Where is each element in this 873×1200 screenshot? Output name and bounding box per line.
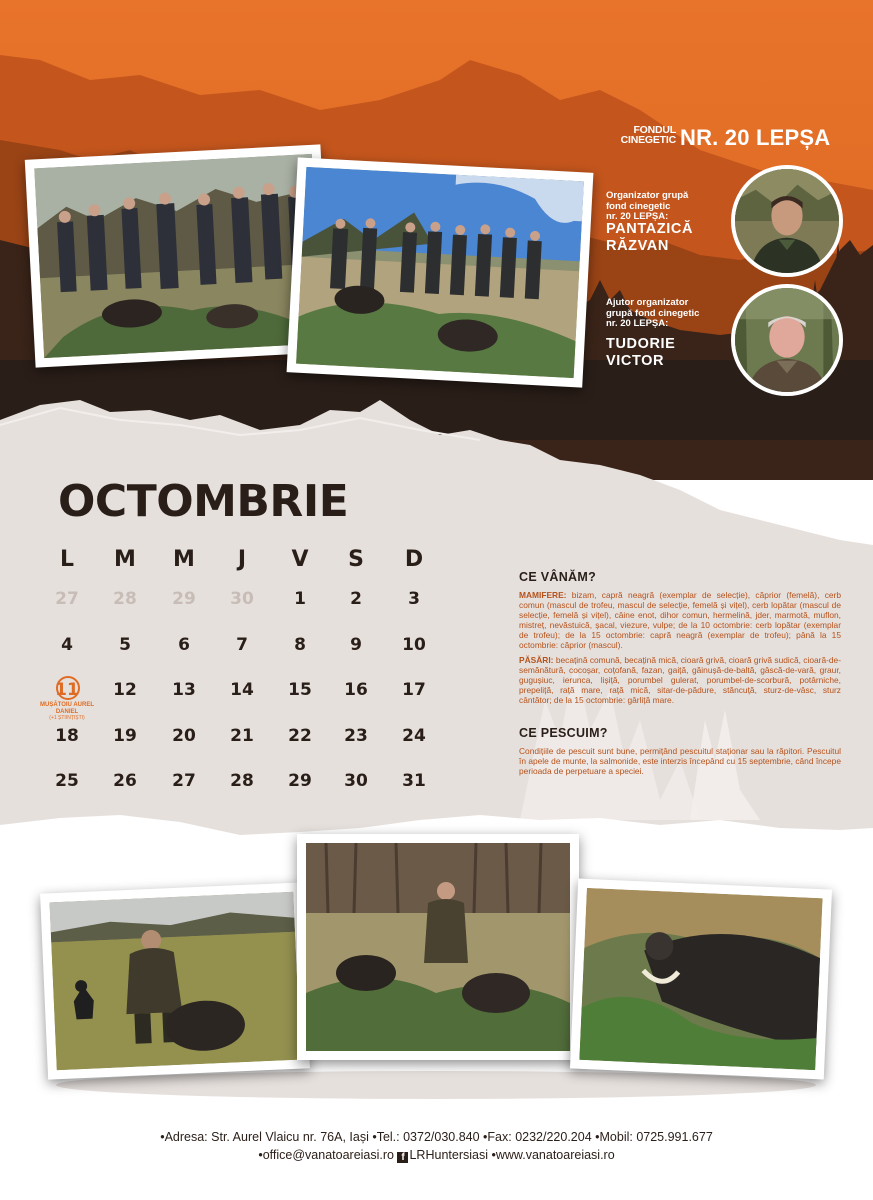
footer-contact-line: •Adresa: Str. Aurel Vlaicu nr. 76A, Iași •Tel.: 0372/030.840 •Fax: 0232/220.204 •Mobil: 0725.991.677 xyxy=(160,1130,713,1144)
calendar-day: 17 xyxy=(402,680,426,700)
calendar-day: 5 xyxy=(119,634,131,655)
fond-label: FONDUL CINEGETIC xyxy=(620,124,676,146)
calendar-week xyxy=(38,724,444,770)
calendar-day: 2 xyxy=(350,589,362,609)
mammals-text: bizam, capră neagră (exemplar de selecție), căprior (femelă), cerb comun (mascul de trofeu, mascul de selecție, femelă și vițel), cerb lopătar (mascul de selecție, femelă și vițel), câine enot, dihor comun, hermelină, jder, marmotă, muflon, mistreț, nevăstuică, șacal, viezure, vulpe; de la 10 octombrie: cerb lopătar (exemplar de trofeu); de la 15 octombrie: capră neagră (exemplar de trofeu); până la 15 octombrie: căprior (mascul). xyxy=(519,590,842,650)
calendar-day: 16 xyxy=(344,680,368,700)
calendar-day: 23 xyxy=(344,725,368,746)
weekday-label: S xyxy=(348,547,364,572)
weekday-label: D xyxy=(404,547,424,572)
hunt-title: CE VÂNĂM? xyxy=(519,570,597,584)
calendar-day: 29 xyxy=(288,771,312,791)
hunt-mammals-text xyxy=(519,590,841,650)
calendar-day: 4 xyxy=(61,634,73,655)
calendar-week xyxy=(38,769,444,815)
hunt-birds-text xyxy=(519,655,841,705)
calendar-day: 18 xyxy=(55,725,79,746)
weekday-label: M xyxy=(114,547,136,572)
fish-title: CE PESCUIM? xyxy=(519,726,608,740)
holiday-note-line: MUȘĂTOIU AUREL xyxy=(40,702,94,708)
calendar-day: 27 xyxy=(172,771,196,791)
calendar-day: 13 xyxy=(172,680,196,700)
group-photo-1 xyxy=(25,144,331,367)
calendar-day-holiday xyxy=(38,680,96,721)
calendar-day: 30 xyxy=(230,589,254,609)
organizer-portrait xyxy=(731,165,843,277)
weekday-label: J xyxy=(237,547,247,572)
calendar-day: 6 xyxy=(178,634,190,655)
fish-text: Condițiile de pescuit sunt bune, permițând pescuitul staționar sau la răpitori. Pescuitul în apele de munte, la salmonide, este interzis începând cu 15 septembrie, când începe perioada de perpetuare a speciei. xyxy=(519,746,841,776)
weekday-header xyxy=(38,543,444,587)
calendar-grid xyxy=(38,543,444,815)
calendar-week xyxy=(38,633,444,679)
organizer-role: Organizator grupă fond cinegetic nr. 20 LEPȘA: xyxy=(606,190,689,222)
fond-name: NR. 20 LEPȘA xyxy=(680,125,831,150)
holiday-note-line: (+1 ȘTIINȚIȘTI) xyxy=(49,715,85,721)
calendar-day: 28 xyxy=(230,771,254,791)
holiday-note xyxy=(38,702,96,722)
calendar-day: 25 xyxy=(55,771,79,791)
assistant-name: TUDORIE VICTOR xyxy=(606,336,676,369)
holiday-ring xyxy=(56,676,80,700)
weekday-label: M xyxy=(173,547,195,572)
footer-website[interactable]: •www.vanatoareiasi.ro xyxy=(491,1148,615,1162)
calendar-day: 12 xyxy=(113,680,137,700)
assistant-portrait xyxy=(731,284,843,396)
calendar-day: 20 xyxy=(172,725,196,746)
calendar-day: 27 xyxy=(55,589,79,609)
calendar-day: 7 xyxy=(236,634,248,655)
holiday-note-line: DANIEL xyxy=(55,708,79,715)
calendar-day: 19 xyxy=(113,725,137,746)
calendar-day: 10 xyxy=(402,634,426,655)
group-photo-2 xyxy=(287,157,594,387)
facebook-icon: f xyxy=(397,1152,408,1163)
hunter-photo-2 xyxy=(297,834,579,1060)
calendar-day: 30 xyxy=(344,771,368,791)
calendar-day: 28 xyxy=(113,589,137,609)
mammals-label: MAMIFERE: xyxy=(519,590,567,600)
calendar-day: 29 xyxy=(172,589,196,609)
boar-closeup-photo xyxy=(570,879,832,1080)
calendar-week xyxy=(38,678,444,724)
calendar-day: 15 xyxy=(288,680,312,700)
calendar-day: 31 xyxy=(402,771,426,791)
footer-facebook[interactable]: LRHuntersiasi xyxy=(409,1148,488,1162)
calendar-day: 21 xyxy=(230,725,254,746)
holiday-day-number: 11 xyxy=(55,680,79,700)
calendar-day: 24 xyxy=(402,725,426,746)
calendar-day: 14 xyxy=(230,680,254,700)
birds-label: PĂSĂRI: xyxy=(519,655,554,665)
birds-text: becațină comună, becațină mică, cioară grivă, cioară grivă sudică, cioară-de-semănătură, cocoșar, coțofană, fazan, gaiță, găinușă-de-baltă, gâscă-de-vară, graur, gugușiuc, ierunca, lișiță, porumbel gulerat, porumbel-de-scorbură, potârniche, prepeliță, rață mare, rață mică, sitar-de-pădure, stăncuță, sturz-de-vâsc, sturz cântător; de la 15 octombrie: gârliță mare. xyxy=(519,655,842,705)
calendar-day: 26 xyxy=(113,771,137,791)
calendar-day: 22 xyxy=(288,725,312,746)
calendar-day: 9 xyxy=(350,634,362,655)
assistant-role: Ajutor organizator grupă fond cinegetic nr. 20 LEPȘA: xyxy=(606,297,700,329)
calendar-day: 8 xyxy=(294,634,306,655)
footer-email[interactable]: •office@vanatoareiasi.ro xyxy=(258,1148,394,1162)
month-title: OCTOMBRIE xyxy=(58,476,349,527)
hunter-photo-1 xyxy=(40,882,310,1079)
weekday-label: V xyxy=(291,547,309,572)
calendar-day: 3 xyxy=(408,589,420,609)
organizer-name: PANTAZICĂ RĂZVAN xyxy=(606,221,694,254)
calendar-day: 1 xyxy=(294,589,306,609)
weekday-label: L xyxy=(59,547,75,572)
footer-links-line xyxy=(0,1148,873,1163)
calendar-week xyxy=(38,587,444,633)
